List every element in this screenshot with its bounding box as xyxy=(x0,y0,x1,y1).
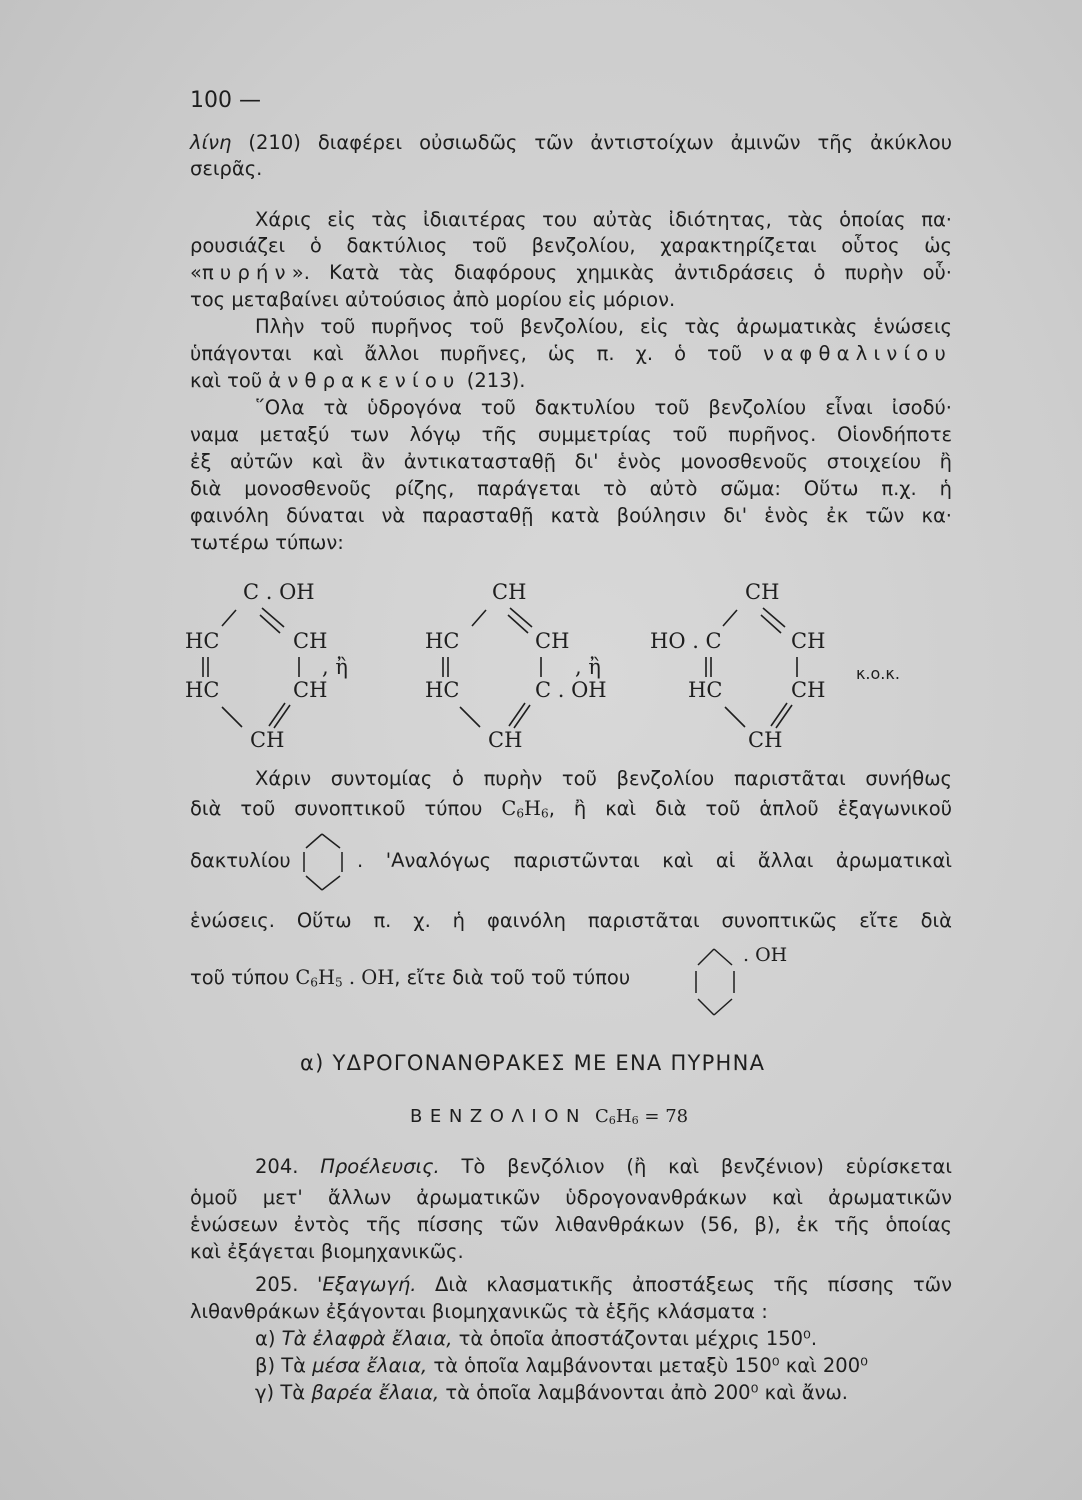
text-span: , εἴτε διὰ τοῦ τοῦ τύπου xyxy=(394,966,631,989)
italic-term: μέσα ἔλαια, xyxy=(312,1354,428,1377)
text-span: καὶ τοῦ xyxy=(190,369,269,392)
f3-ll: HC xyxy=(688,678,723,702)
f1-top: C . OH xyxy=(243,580,315,604)
formula-part: H xyxy=(317,966,335,989)
text-line: Χάριν συντομίας ὁ πυρὴν τοῦ βενζολίου παριστᾶται συνήθως xyxy=(255,767,952,790)
text-line: ῞Ολα τὰ ὑδρογόνα τοῦ δακτυλίου τοῦ βενζολίου εἶναι ἰσοδύ· xyxy=(255,396,952,419)
bond xyxy=(260,615,280,633)
text-line: τωτέρω τύπων: xyxy=(190,531,344,554)
text-line xyxy=(255,1353,952,1379)
section-title: α) ΥΔΡΟΓΟΝΑΝΘΡΑΚΕΣ ΜΕ ΕΝΑ ΠΥΡΗΝΑ xyxy=(300,1051,766,1075)
subtitle-text: ΒΕΝΖΟΛΙΟΝ xyxy=(410,1106,587,1127)
phenol-hexagon-icon xyxy=(690,945,750,1020)
bond xyxy=(222,707,242,727)
text-line: σειρᾶς. xyxy=(190,157,263,180)
f1-lr: CH xyxy=(293,678,328,702)
bond xyxy=(508,615,528,633)
spaced-word: πυρήν xyxy=(201,261,292,284)
text-span: τὰ ὁποῖα λαμβάνονται ἀπὸ 200⁰ καὶ ἄνω. xyxy=(439,1381,848,1404)
f2-sep: , ἢ xyxy=(575,655,601,679)
para-heading: Προέλευσις. xyxy=(320,1155,440,1178)
para-number: 204. xyxy=(255,1155,321,1178)
f1-ul: HC xyxy=(185,629,220,653)
text-span: Τὸ βενζόλιον (ἢ καὶ βενζένιον) εὑρίσκεται xyxy=(439,1155,952,1178)
benzene-formula xyxy=(595,1106,688,1127)
spaced-word: ναφθαλινίου xyxy=(763,342,952,365)
bond xyxy=(723,610,737,626)
text-span: Διὰ κλασματικῆς ἀποστάξεως τῆς πίσσης τῶν xyxy=(416,1273,953,1296)
formula-part: 5 xyxy=(334,975,343,990)
f3-ul: HO . C xyxy=(650,629,722,653)
text-line: ἑνώσεων ἐντὸς τῆς πίσσης τῶν λιθανθράκων (56, β), ἐκ τῆς ὁποίας xyxy=(190,1213,952,1236)
text-span: ὑπάγονται καὶ ἄλλοι πυρῆνες, ὡς π. χ. ὁ τοῦ xyxy=(190,342,764,365)
formula-part: 6 xyxy=(631,1114,639,1128)
etc-label: κ.ο.κ. xyxy=(856,664,900,683)
text-span: τὰ ὁποῖα λαμβάνονται μεταξὺ 150⁰ καὶ 200⁰ xyxy=(427,1354,868,1377)
f3-top: CH xyxy=(745,580,780,604)
text-line xyxy=(190,130,952,156)
section-subtitle xyxy=(410,1106,688,1127)
phenol-structural-formulas xyxy=(180,575,940,760)
text-span: τοῦ τύπου xyxy=(190,966,296,989)
text-line: Πλὴν τοῦ πυρῆνος τοῦ βενζολίου, εἰς τὰς ἀρωματικὰς ἑνώσεις xyxy=(255,315,952,338)
formula-part: C xyxy=(594,1106,609,1127)
f1-ll: HC xyxy=(185,678,220,702)
text-line xyxy=(190,341,952,367)
text-span: (213). xyxy=(460,369,526,392)
formula-part: C xyxy=(295,966,311,989)
text-span: ». Κατὰ τὰς διαφόρους χημικὰς ἀντιδράσεις ὁ πυρὴν οὗ· xyxy=(291,261,952,284)
bond xyxy=(222,610,236,626)
page-number: 100 — xyxy=(190,88,261,113)
f2-ll: HC xyxy=(425,678,460,702)
text-line xyxy=(255,1272,952,1298)
italic-word: λίνη xyxy=(190,131,232,154)
text-line: διὰ μονοσθενοῦς ρίζης, παράγεται τὸ αὐτὸ σῶμα: Οὕτω π.χ. ἡ xyxy=(190,477,952,500)
bond xyxy=(510,608,532,627)
formula-part: . OH xyxy=(342,966,395,989)
para-heading: 'Εξαγωγή. xyxy=(317,1273,417,1296)
f2-top: CH xyxy=(492,580,527,604)
f1-sep: , ἢ xyxy=(322,655,348,679)
text-line: ἑνώσεις. Οὕτω π. χ. ἡ φαινόλη παριστᾶται συνοπτικῶς εἴτε διὰ xyxy=(190,909,952,932)
italic-term: βαρέα ἔλαια, xyxy=(311,1381,440,1404)
bond xyxy=(761,615,781,633)
text-span: (210) διαφέρει οὐσιωδῶς τῶν ἀντιστοίχων ἀμινῶν τῆς ἀκύκλου xyxy=(231,131,952,154)
text-line xyxy=(190,965,630,995)
text-line: ναμα μεταξύ των λόγῳ τῆς συμμετρίας τοῦ πυρῆνος. Οἱονδήποτε xyxy=(190,423,952,446)
text-span: « xyxy=(190,261,202,284)
formula-part: = 78 xyxy=(638,1106,689,1127)
text-span: τὰ ὁποῖα ἀποστάζονται μέχρις 150⁰. xyxy=(452,1327,818,1350)
text-span: α) xyxy=(255,1327,282,1350)
f1-ur: CH xyxy=(293,629,328,653)
text-line: καὶ ἐξάγεται βιομηχανικῶς. xyxy=(190,1240,464,1263)
formula-part: C xyxy=(501,797,517,820)
formula-part: 6 xyxy=(516,806,525,821)
text-line: λιθανθράκων ἐξάγονται βιομηχανικῶς τὰ ἑξῆς κλάσματα : xyxy=(190,1300,768,1323)
bond xyxy=(262,608,284,627)
text-span: διὰ τοῦ συνοπτικοῦ τύπου xyxy=(190,797,502,820)
f2-bottom: CH xyxy=(488,728,523,752)
bond xyxy=(763,608,785,627)
f2-lr: C . OH xyxy=(535,678,607,702)
text-line xyxy=(255,1380,952,1406)
formula-part: H xyxy=(615,1106,632,1127)
text-line: τος μεταβαίνει αὐτούσιος ἀπὸ μορίου εἰς μόριον. xyxy=(190,288,676,311)
text-line: δακτυλίου xyxy=(190,849,291,872)
formula-c6h6 xyxy=(501,797,548,820)
text-line: ὁμοῦ μετ' ἄλλων ἀρωματικῶν ὑδρογονανθράκων καὶ ἀρωματικῶν xyxy=(190,1186,952,1209)
formula-2 xyxy=(425,580,607,752)
f2-ul: HC xyxy=(425,629,460,653)
text-line: φαινόλη δύναται νὰ παρασταθῇ κατὰ βούλησιν δι' ἑνὸς ἐκ τῶν κα· xyxy=(190,504,952,527)
text-span: β) Τὰ xyxy=(255,1354,313,1377)
text-line xyxy=(190,368,952,394)
spaced-word: ἀνθρακενίου xyxy=(268,369,461,392)
text-line: ρουσιάζει ὁ δακτύλιος τοῦ βενζολίου, χαρακτηρίζεται οὗτος ὡς xyxy=(190,234,952,257)
formula-c6h5oh xyxy=(295,966,394,989)
f3-lr: CH xyxy=(791,678,826,702)
bond xyxy=(460,707,480,727)
formula-part: 6 xyxy=(541,806,549,821)
f3-ur: CH xyxy=(791,629,826,653)
bond xyxy=(472,610,486,626)
text-line: ἐξ αὐτῶν καὶ ἂν ἀντικατασταθῇ δι' ἑνὸς μονοσθενοῦς στοιχείου ἢ xyxy=(190,450,952,473)
text-line: . 'Αναλόγως παριστῶνται καὶ αἱ ἄλλαι ἀρωματικαὶ xyxy=(357,849,952,872)
hexagon-oh-label: . OH xyxy=(743,944,788,966)
text-span: , ἢ καὶ διὰ τοῦ ἁπλοῦ ἑξαγωνικοῦ xyxy=(548,797,952,820)
text-line: Χάρις εἰς τὰς ἰδιαιτέρας του αὐτὰς ἰδιότητας, τὰς ὁποίας πα· xyxy=(255,208,952,231)
italic-term: Τὰ ἐλαφρὰ ἔλαια, xyxy=(281,1327,453,1350)
bond xyxy=(725,707,745,727)
text-line xyxy=(255,1326,952,1352)
hexagon-ring-icon xyxy=(298,830,350,896)
formula-1 xyxy=(185,580,348,752)
text-line xyxy=(190,796,952,826)
formula-3 xyxy=(650,580,900,752)
formula-part: 6 xyxy=(310,975,318,990)
formula-part: 6 xyxy=(608,1114,616,1128)
f2-ur: CH xyxy=(535,629,570,653)
text-span: γ) Τὰ xyxy=(255,1381,312,1404)
formula-part: H xyxy=(524,797,542,820)
para-number: 205. xyxy=(255,1273,318,1296)
text-line xyxy=(255,1154,952,1180)
text-line xyxy=(190,260,952,286)
f1-bottom: CH xyxy=(250,728,285,752)
f3-bottom: CH xyxy=(748,728,783,752)
